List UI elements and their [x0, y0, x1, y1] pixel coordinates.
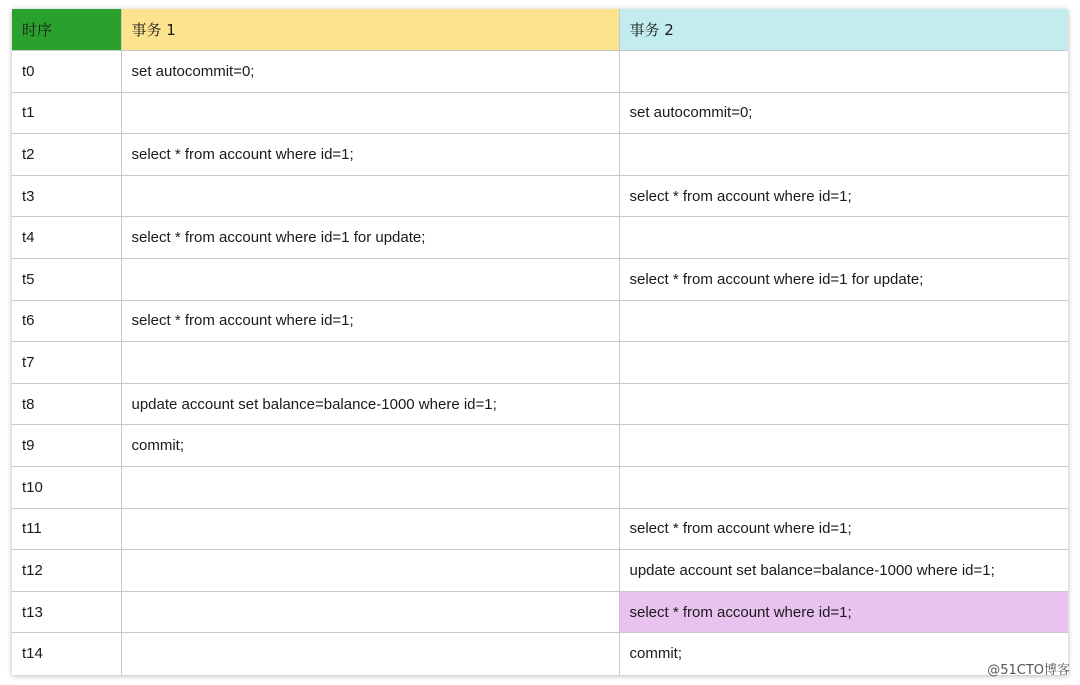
header-row — [12, 9, 1068, 51]
cell-time: t10 — [12, 467, 121, 509]
table-row — [12, 342, 1068, 384]
cell-transaction-1: set autocommit=0; — [121, 51, 619, 93]
table-row — [12, 134, 1068, 176]
cell-transaction-2 — [619, 217, 1068, 259]
cell-time: t1 — [12, 92, 121, 134]
cell-transaction-2: set autocommit=0; — [619, 92, 1068, 134]
table-row — [12, 633, 1068, 675]
cell-transaction-1 — [121, 633, 619, 675]
cell-time: t9 — [12, 425, 121, 467]
table-row — [12, 550, 1068, 592]
cell-transaction-2: select * from account where id=1; — [619, 175, 1068, 217]
cell-transaction-1 — [121, 591, 619, 633]
cell-transaction-1: commit; — [121, 425, 619, 467]
cell-time: t2 — [12, 134, 121, 176]
schedule-table-frame — [12, 9, 1068, 675]
table-row — [12, 383, 1068, 425]
cell-time: t11 — [12, 508, 121, 550]
header-time: 时序 — [12, 9, 121, 51]
cell-time: t4 — [12, 217, 121, 259]
cell-transaction-2 — [619, 383, 1068, 425]
cell-time: t13 — [12, 591, 121, 633]
cell-transaction-1: select * from account where id=1; — [121, 134, 619, 176]
cell-time: t6 — [12, 300, 121, 342]
cell-transaction-1: update account set balance=balance-1000 where id=1; — [121, 383, 619, 425]
cell-transaction-2 — [619, 51, 1068, 93]
table-row — [12, 259, 1068, 301]
cell-transaction-2 — [619, 467, 1068, 509]
cell-transaction-2: select * from account where id=1; — [619, 591, 1068, 633]
table-row — [12, 425, 1068, 467]
cell-transaction-2: update account set balance=balance-1000 where id=1; — [619, 550, 1068, 592]
table-row — [12, 300, 1068, 342]
cell-transaction-1 — [121, 92, 619, 134]
cell-time: t8 — [12, 383, 121, 425]
cell-transaction-2 — [619, 342, 1068, 384]
cell-transaction-2: commit; — [629, 645, 682, 663]
cell-time: t5 — [12, 259, 121, 301]
table-row — [12, 467, 1068, 509]
table-row — [12, 508, 1068, 550]
cell-transaction-2: select * from account where id=1 for update; — [619, 259, 1068, 301]
cell-time: t3 — [12, 175, 121, 217]
cell-time: t12 — [12, 550, 121, 592]
table-row — [12, 51, 1068, 93]
cell-transaction-2 — [619, 300, 1068, 342]
table-body — [12, 51, 1068, 675]
cell-transaction-1 — [121, 342, 619, 384]
table-row — [12, 175, 1068, 217]
cell-transaction-1 — [121, 259, 619, 301]
cell-transaction-1 — [121, 508, 619, 550]
watermark: @51CTO博客 — [987, 663, 1070, 678]
table-row — [12, 92, 1068, 134]
cell-time: t0 — [12, 51, 121, 93]
cell-transaction-1 — [121, 175, 619, 217]
transaction-schedule-table — [12, 9, 1068, 675]
cell-transaction-1 — [121, 550, 619, 592]
table-row — [12, 217, 1068, 259]
cell-transaction-2: select * from account where id=1; — [619, 508, 1068, 550]
header-transaction-1: 事务 1 — [121, 9, 619, 51]
cell-time: t7 — [12, 342, 121, 384]
header-transaction-2: 事务 2 — [619, 9, 1068, 51]
cell-time: t14 — [12, 633, 121, 675]
cell-transaction-1: select * from account where id=1 for update; — [121, 217, 619, 259]
cell-transaction-1 — [121, 467, 619, 509]
cell-transaction-2 — [619, 134, 1068, 176]
table-row — [12, 591, 1068, 633]
cell-transaction-1: select * from account where id=1; — [121, 300, 619, 342]
cell-transaction-2 — [619, 425, 1068, 467]
